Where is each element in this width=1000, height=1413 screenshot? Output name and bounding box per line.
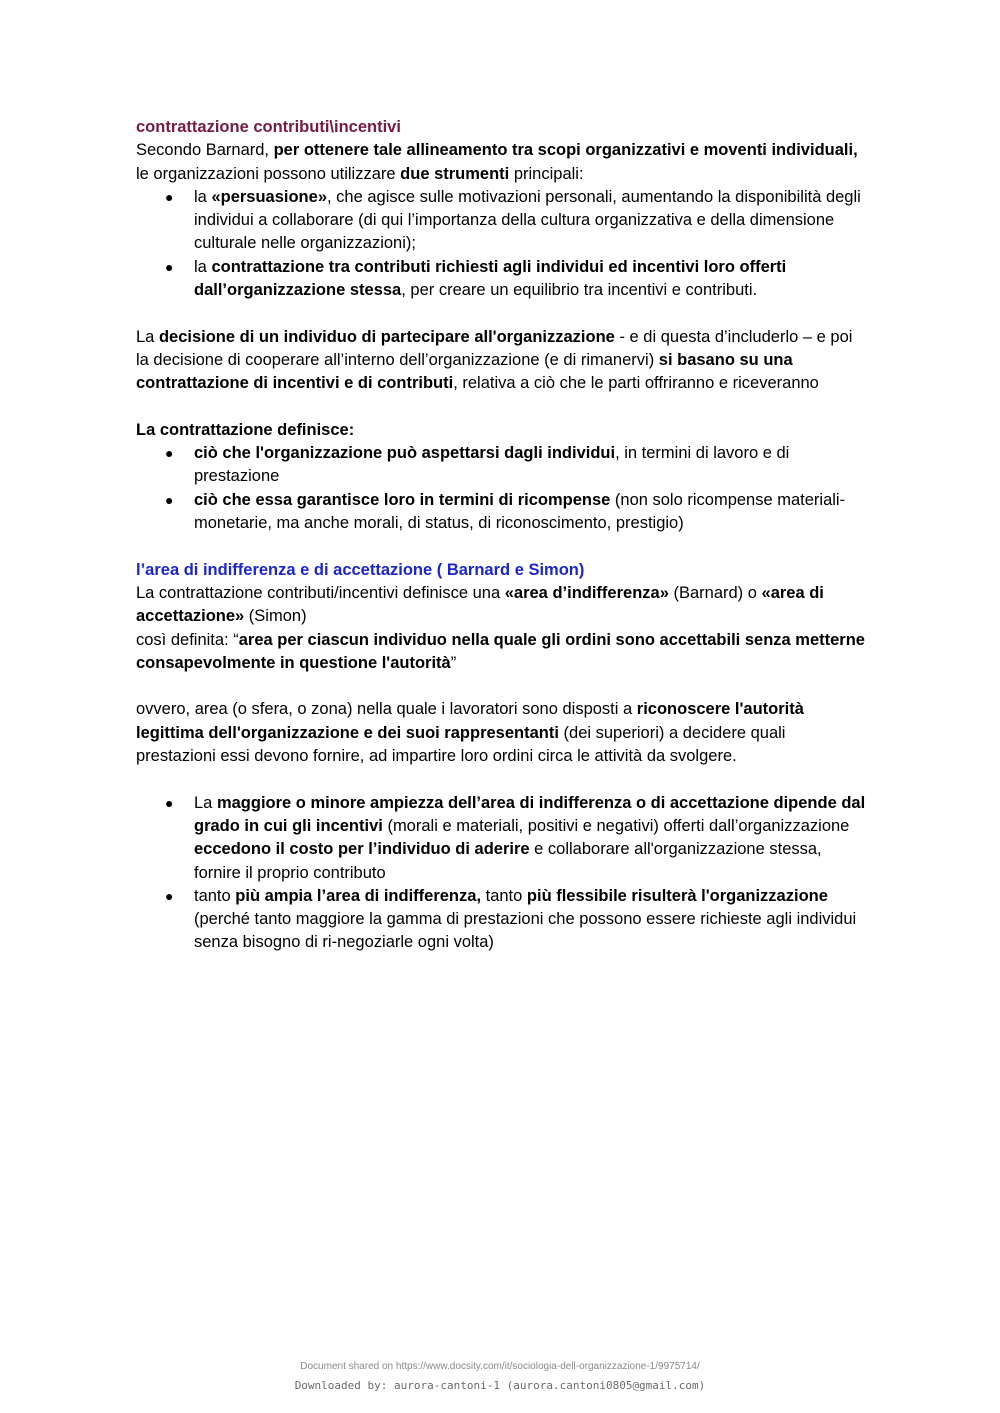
bold-text-run: decisione di un individuo di partecipare all'organizzazione: [158, 327, 615, 346]
bold-text-run: più ampia l’area di indifferenza,: [235, 886, 482, 905]
list-item: [136, 442, 866, 489]
bold-text-run: eccedono il costo per l’individuo di aderire: [194, 840, 530, 859]
section-heading-contrattazione: contrattazione contributi\incentivi: [136, 118, 401, 136]
list-item-text: [194, 258, 786, 299]
spacer: [136, 302, 866, 325]
text-run: la: [194, 187, 212, 206]
list-item-text: [194, 188, 861, 253]
definisce-list: [136, 442, 866, 535]
bold-text-run: ciò che essa garantisce loro in termini di ricompense: [194, 490, 611, 509]
spacer: [136, 396, 866, 419]
bold-text-run: area per ciascun individuo nella quale gli ordini sono accettabili senza metterne consapevolmente in questione l'autorità: [136, 630, 865, 672]
list-item: [136, 256, 866, 303]
list-item-text: [194, 444, 789, 485]
bold-text-run: «persuasione»: [211, 187, 327, 206]
bullet-icon: ●: [165, 445, 174, 462]
list-item: [136, 186, 866, 256]
spacer: [136, 768, 866, 791]
text-run: (non solo ricompense materiali-monetarie, ma anche morali, di status, di riconoscimento, prestigio): [194, 490, 846, 533]
list-item-text: [194, 794, 865, 882]
text-run: Secondo Barnard,: [136, 141, 274, 160]
bold-text-run: si basano su una contrattazione di incentivi e di contributi: [136, 350, 793, 393]
text-run: principali:: [509, 164, 584, 183]
text-run: ”: [450, 653, 457, 672]
bullet-icon: ●: [165, 258, 174, 275]
document-body: [136, 116, 866, 955]
list-item-text: [194, 887, 856, 952]
bold-text-run: ciò che l'organizzazione può aspettarsi dagli individui: [194, 444, 616, 463]
text-run: La contrattazione contributi/incentivi definisce una: [136, 583, 505, 602]
text-run: le organizzazioni possono utilizzare: [136, 164, 401, 183]
bullet-icon: ●: [165, 188, 174, 205]
list-item-text: [194, 491, 845, 532]
bold-text-run: contrattazione tra contributi richiesti agli individui ed incentivi loro offerti dall’organizzazione stessa: [194, 257, 787, 300]
bold-text-run: maggiore o minore ampiezza dell’area di indifferenza o di accettazione dipende dal grado in cui gli incentivi: [194, 793, 866, 835]
ampiezza-list: [136, 792, 866, 955]
text-run: , che agisce sulle motivazioni personali, aumentando la disponibilità degli individui a collaborare (di qui l’importanza della cultura organizzativa e della dimensione culturale nelle organizzazioni);: [194, 187, 861, 253]
text-run: (perché tanto maggiore la gamma di prestazioni che possono essere richieste agli individui senza bisogno di ri-negoziarle ogni volta): [194, 910, 857, 952]
text-run: tanto: [481, 886, 527, 905]
strumenti-list: [136, 186, 866, 302]
bold-text-run: due strumenti: [400, 164, 510, 183]
text-run: (Simon): [244, 607, 307, 626]
text-run: La: [136, 327, 159, 346]
footer-shared-link[interactable]: Document shared on https://www.docsity.com/it/sociologia-dell-organizzazione-1/9975714/: [300, 1361, 700, 1372]
text-run: così definita: “: [136, 630, 239, 649]
footer-downloaded-by: Downloaded by: aurora-cantoni-1 (aurora.cantoni0805@gmail.com): [294, 1379, 706, 1392]
text-run: , in termini di lavoro e di prestazione: [194, 444, 790, 486]
contrattazione-definisce-heading: La contrattazione definisce:: [136, 420, 355, 439]
area-definition-paragraph: [136, 582, 866, 629]
text-run: e collaborare all'organizzazione stessa, fornire il proprio contributo: [194, 840, 822, 882]
list-item: [136, 885, 866, 955]
list-item: [136, 792, 866, 885]
list-item: [136, 489, 866, 536]
text-run: - e di questa d’includerlo – e poi la decisione di cooperare all’interno dell’organizzazione (e di rimanervi): [136, 327, 853, 369]
section-heading-area-indifferenza: l’area di indifferenza e di accettazione ( Barnard e Simon): [136, 560, 585, 579]
bullet-icon: ●: [165, 887, 174, 904]
text-run: (dei superiori) a decidere quali prestazioni essi devono fornire, ad impartire loro ordini circa le attività da svolgere.: [136, 723, 786, 766]
area-quote-paragraph: [136, 629, 866, 676]
text-run: (Barnard) o: [668, 583, 762, 602]
intro-paragraph: [136, 139, 866, 186]
bold-text-run: più flessibile risulterà l'organizzazione: [526, 886, 828, 905]
bold-text-run: «area d’indifferenza»: [504, 583, 669, 602]
text-run: (morali e materiali, positivi e negativi) offerti dall’organizzazione: [382, 816, 850, 835]
text-run: ovvero, area (o sfera, o zona) nella quale i lavoratori sono disposti a: [136, 700, 637, 719]
bold-text-run: «area di accettazione»: [136, 583, 824, 626]
text-run: la: [194, 257, 212, 276]
text-run: , per creare un equilibrio tra incentivi e contributi.: [401, 281, 758, 300]
spacer: [136, 535, 866, 558]
spacer: [136, 675, 866, 698]
text-run: , relativa a ciò che le parti offriranno e riceveranno: [453, 374, 819, 393]
decisione-paragraph: [136, 326, 866, 396]
ovvero-paragraph: [136, 698, 866, 768]
bold-text-run: per ottenere tale allineamento tra scopi organizzativi e moventi individuali,: [273, 141, 858, 160]
text-run: tanto: [194, 886, 236, 905]
text-run: La: [194, 793, 217, 812]
bullet-icon: ●: [165, 491, 174, 508]
bullet-icon: ●: [165, 794, 174, 811]
bold-text-run: riconoscere l'autorità legittima dell'organizzazione e dei suoi rappresentanti: [136, 700, 804, 742]
